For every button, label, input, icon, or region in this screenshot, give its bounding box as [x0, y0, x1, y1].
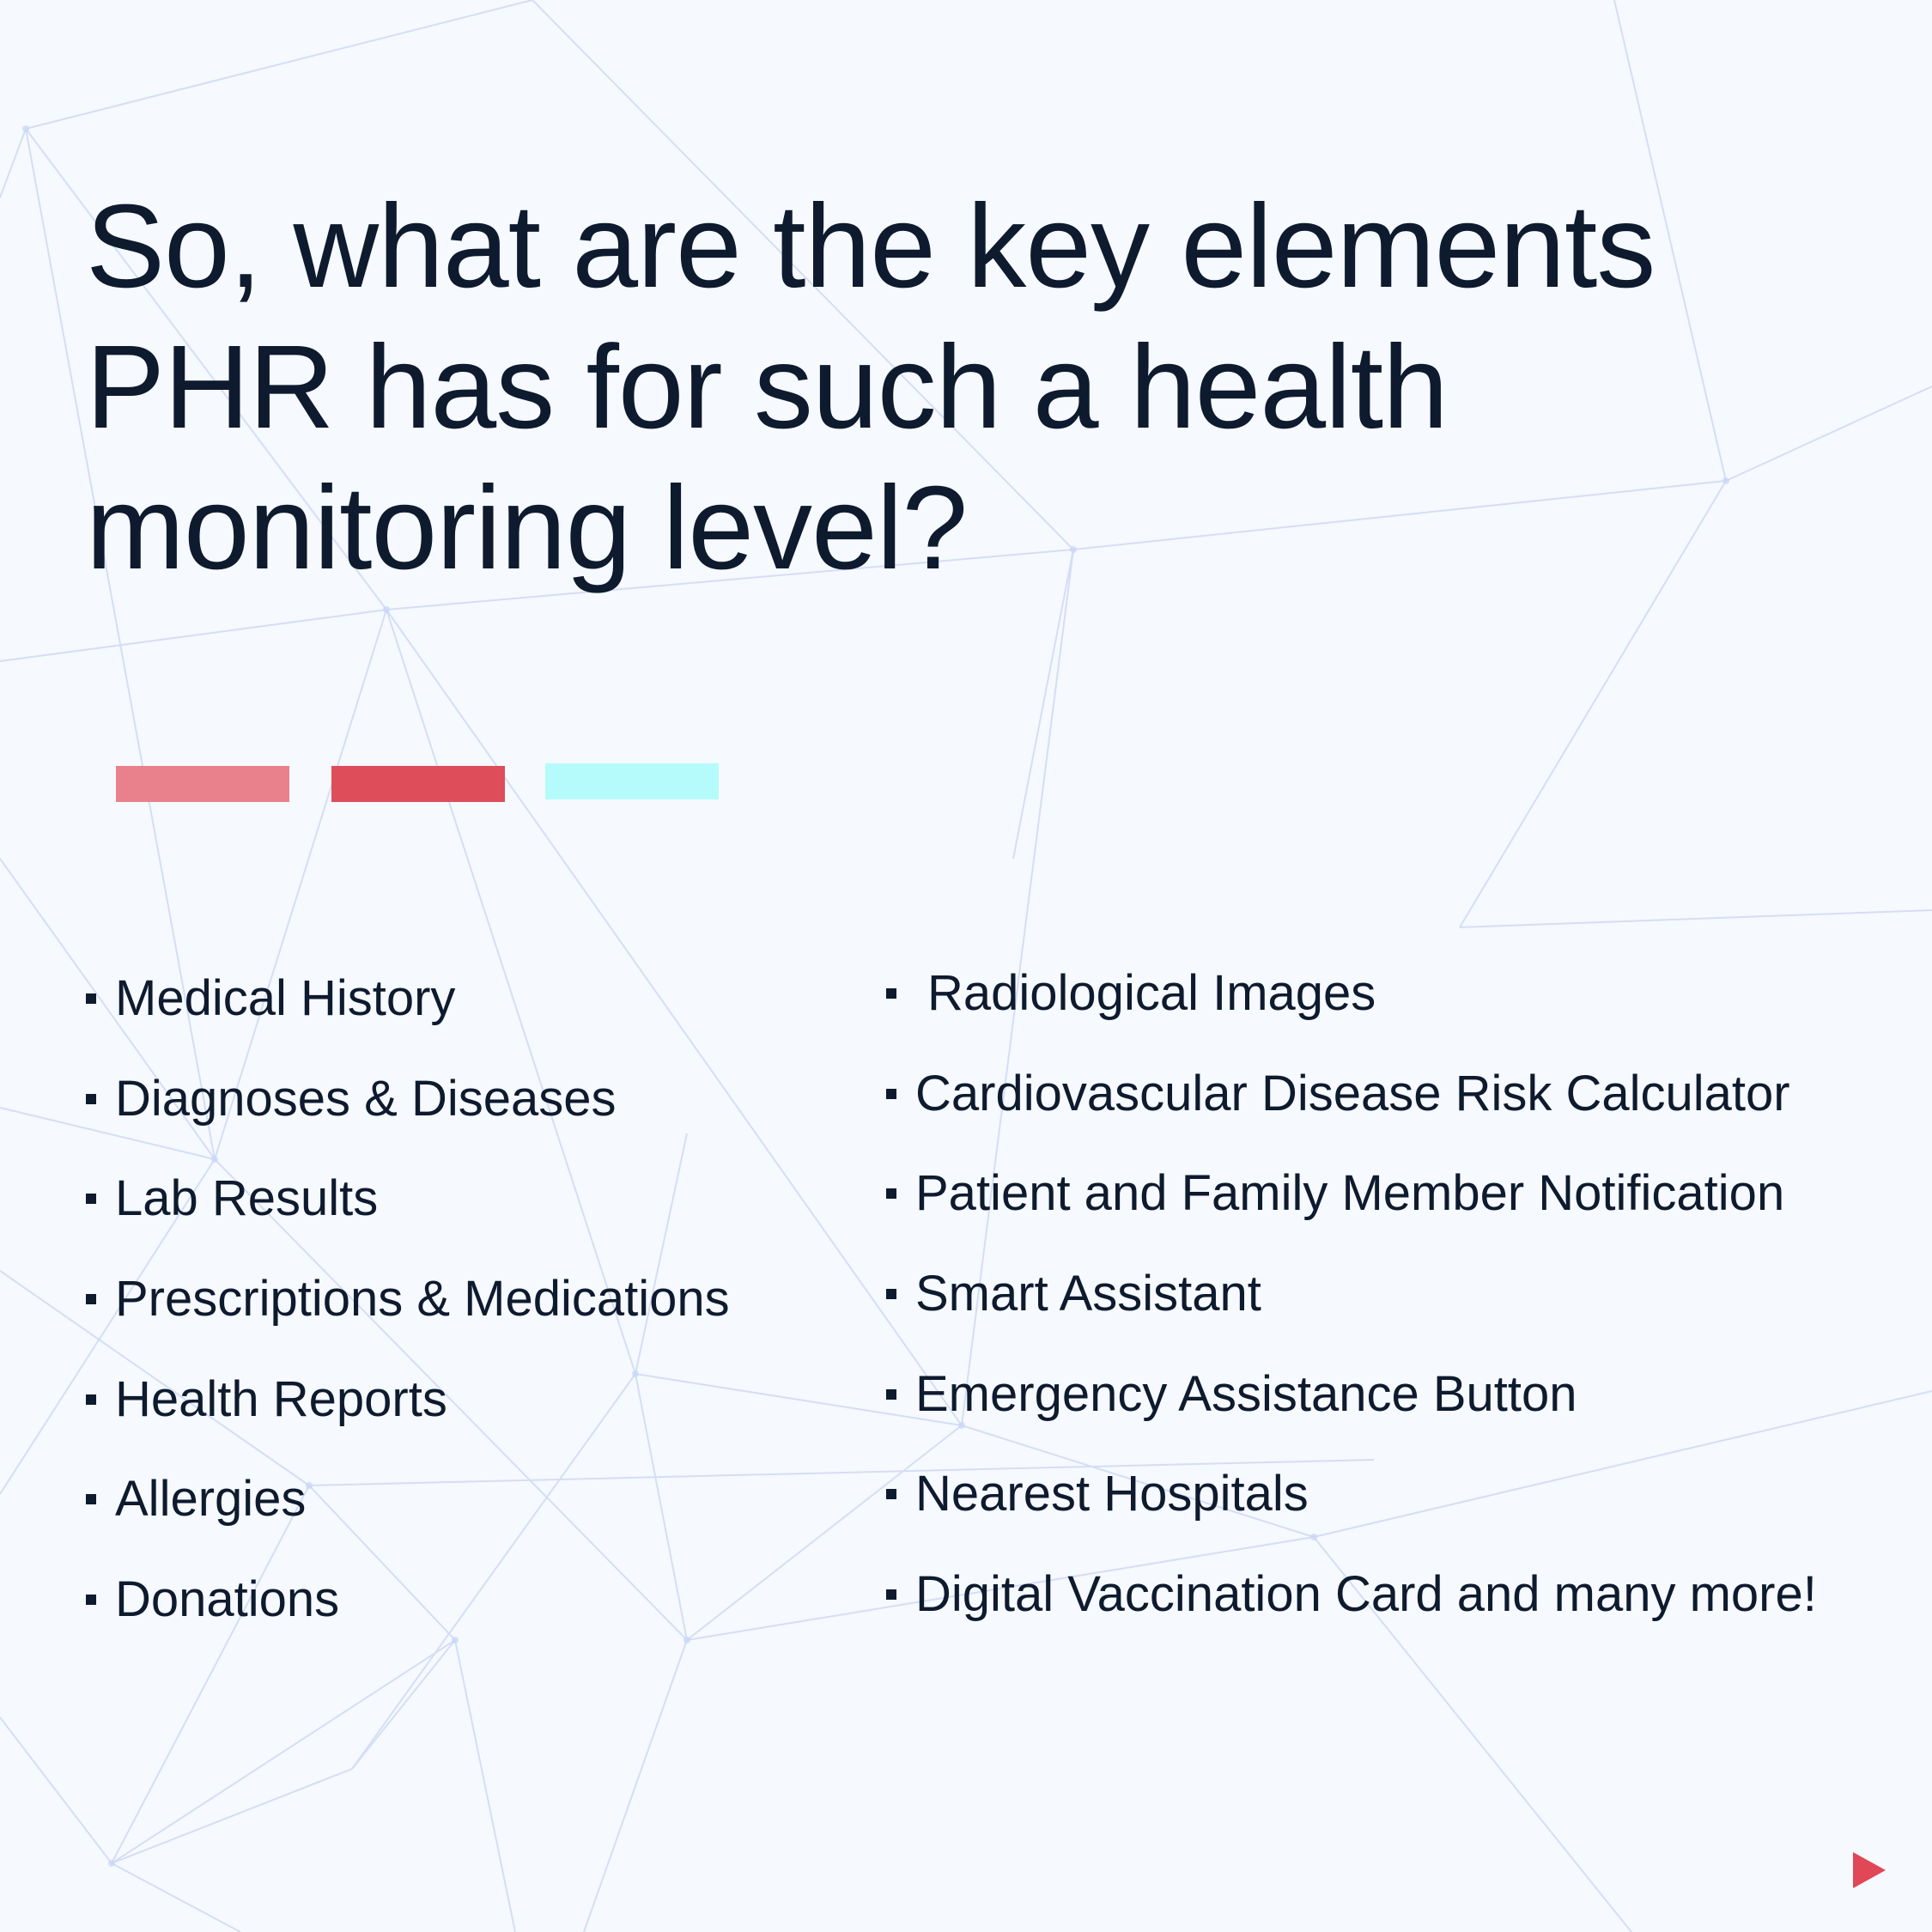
bullet-icon: [86, 1294, 96, 1304]
list-item: Patient and Family Member Notification: [886, 1163, 1784, 1224]
bullet-icon: [886, 1589, 896, 1600]
list-item: Cardiovascular Disease Risk Calculator: [886, 1064, 1790, 1124]
list-item: Health Reports: [86, 1370, 447, 1430]
list-item: Medical History: [86, 969, 455, 1029]
list-item: Allergies: [86, 1469, 306, 1529]
accent-bar-red: [331, 766, 505, 802]
list-item: Nearest Hospitals: [886, 1464, 1309, 1524]
list-item: Lab Results: [86, 1169, 378, 1229]
list-item: Emergency Assistance Button: [886, 1364, 1577, 1425]
list-item: Donations: [86, 1570, 339, 1630]
page-title: [86, 176, 1803, 598]
accent-bar-pink: [116, 766, 289, 802]
list-item: Digital Vaccination Card and many more!: [886, 1564, 1817, 1625]
bullet-icon: [886, 1188, 896, 1199]
title-line-1: So, what are the key elements: [86, 180, 1656, 313]
accent-bar-cyan: [545, 763, 719, 799]
list-item: Smart Assistant: [886, 1264, 1261, 1324]
bullet-icon: [86, 1094, 96, 1104]
bullet-icon: [86, 1394, 96, 1405]
bullet-icon: [886, 1089, 896, 1099]
bullet-icon: [86, 1595, 96, 1605]
bullet-icon: [86, 993, 96, 1004]
bullet-icon: [886, 1389, 896, 1400]
bullet-icon: [886, 988, 896, 999]
play-triangle-icon[interactable]: [1853, 1852, 1886, 1888]
bullet-icon: [886, 1289, 896, 1299]
title-line-3: monitoring level?: [86, 462, 968, 594]
bullet-icon: [86, 1194, 96, 1204]
bullet-icon: [86, 1494, 96, 1504]
list-item: Radiological Images: [886, 963, 1376, 1024]
bullet-icon: [886, 1489, 896, 1499]
list-item: Prescriptions & Medications: [86, 1269, 730, 1329]
title-line-2: PHR has for such a health: [86, 321, 1448, 453]
list-item: Diagnoses & Diseases: [86, 1069, 617, 1129]
